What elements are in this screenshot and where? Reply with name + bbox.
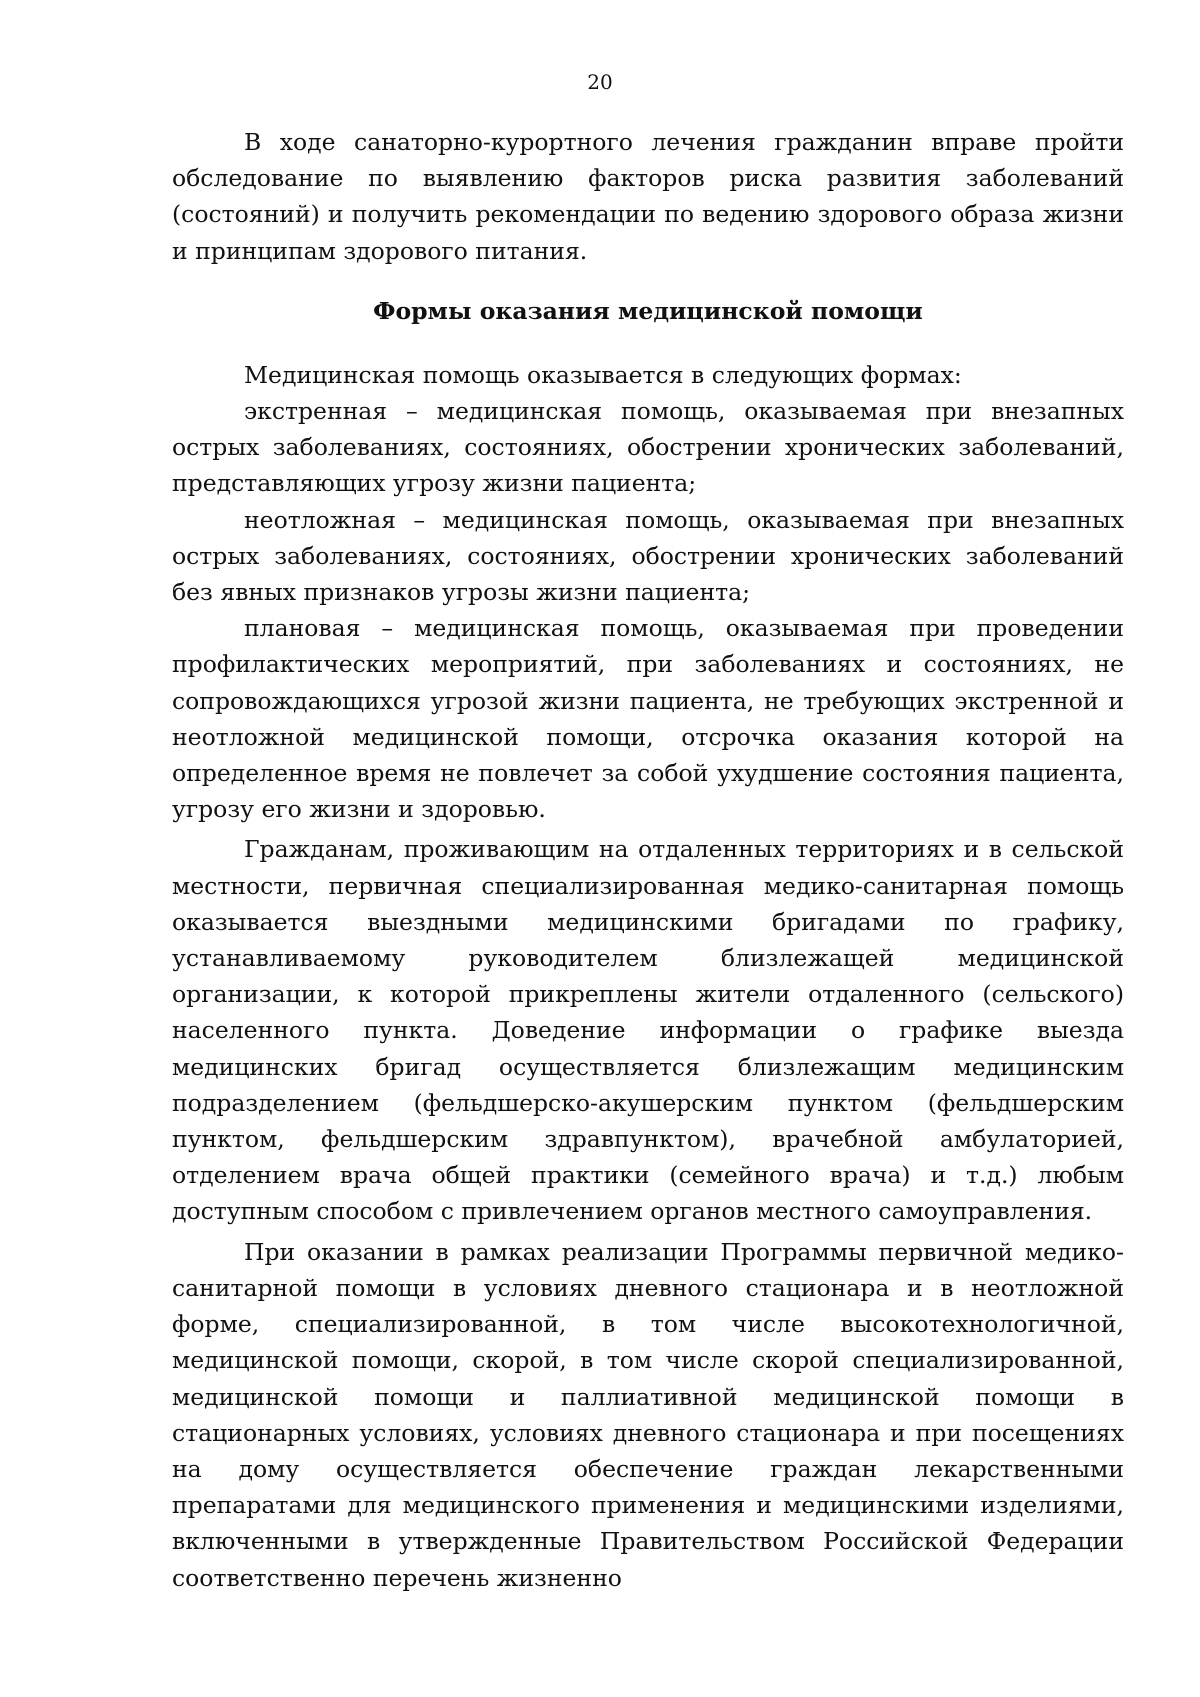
page-body: [172, 124, 1124, 1596]
paragraph-forms-lead: Медицинская помощь оказывается в следующих формах:: [244, 360, 962, 389]
section-heading: Формы оказания медицинской помощи: [373, 296, 923, 325]
paragraph-sanatorium-examination: В ходе санаторно-курортного лечения гражданин вправе пройти обследование по выявлению факторов риска развития заболеваний (состояний) и получить рекомендации по ведению здорового образа жизни и принципам здорового питания.: [172, 128, 1124, 265]
paragraph-form-emergency: экстренная – медицинская помощь, оказываемая при внезапных острых заболеваниях, состояниях, обострении хронических заболеваний, представляющих угрозу жизни пациента;: [172, 397, 1124, 498]
paragraph-form-planned: плановая – медицинская помощь, оказываемая при проведении профилактических мероприятий, при заболеваниях и состояниях, не сопровождающихся угрозой жизни пациента, не требующих экстренной и неотложной медицинской помощи, отсрочка оказания которой на определенное время не повлечет за собой ухудшение состояния пациента, угрозу его жизни и здоровью.: [172, 614, 1124, 824]
paragraph-drug-provision: При оказании в рамках реализации Программы первичной медико-санитарной помощи в условиях дневного стационара и в неотложной форме, специализированной, в том числе высокотехнологичной, медицинской помощи, скорой, в том числе скорой специализированной, медицинской помощи и паллиативной медицинской помощи в стационарных условиях, условиях дневного стационара и при посещениях на дому осуществляется обеспечение граждан лекарственными препаратами для медицинского применения и медицинскими изделиями, включенными в утвержденные Правительством Российской Федерации соответственно перечень жизненно: [172, 1237, 1124, 1592]
paragraph-form-urgent: неотложная – медицинская помощь, оказываемая при внезапных острых заболеваниях, состояниях, обострении хронических заболеваний без явных признаков угрозы жизни пациента;: [172, 505, 1124, 607]
paragraph-rural-care: Гражданам, проживающим на отдаленных территориях и в сельской местности, первичная специализированная медико-санитарная помощь оказывается выездными медицинскими бригадами по графику, устанавливаемому руководителем близлежащей медицинской организации, к которой прикреплены жители отдаленного (сельского) населенного пункта. Доведение информации о графике выезда медицинских бригад осуществляется близлежащим медицинским подразделением (фельдшерско-акушерским пунктом (фельдшерским пунктом, фельдшерским здравпунктом), врачебной амбулаторией, отделением врача общей практики (семейного врача) и т.д.) любым доступным способом с привлечением органов местного самоуправления.: [172, 835, 1124, 1226]
page-number: 20: [587, 70, 613, 94]
